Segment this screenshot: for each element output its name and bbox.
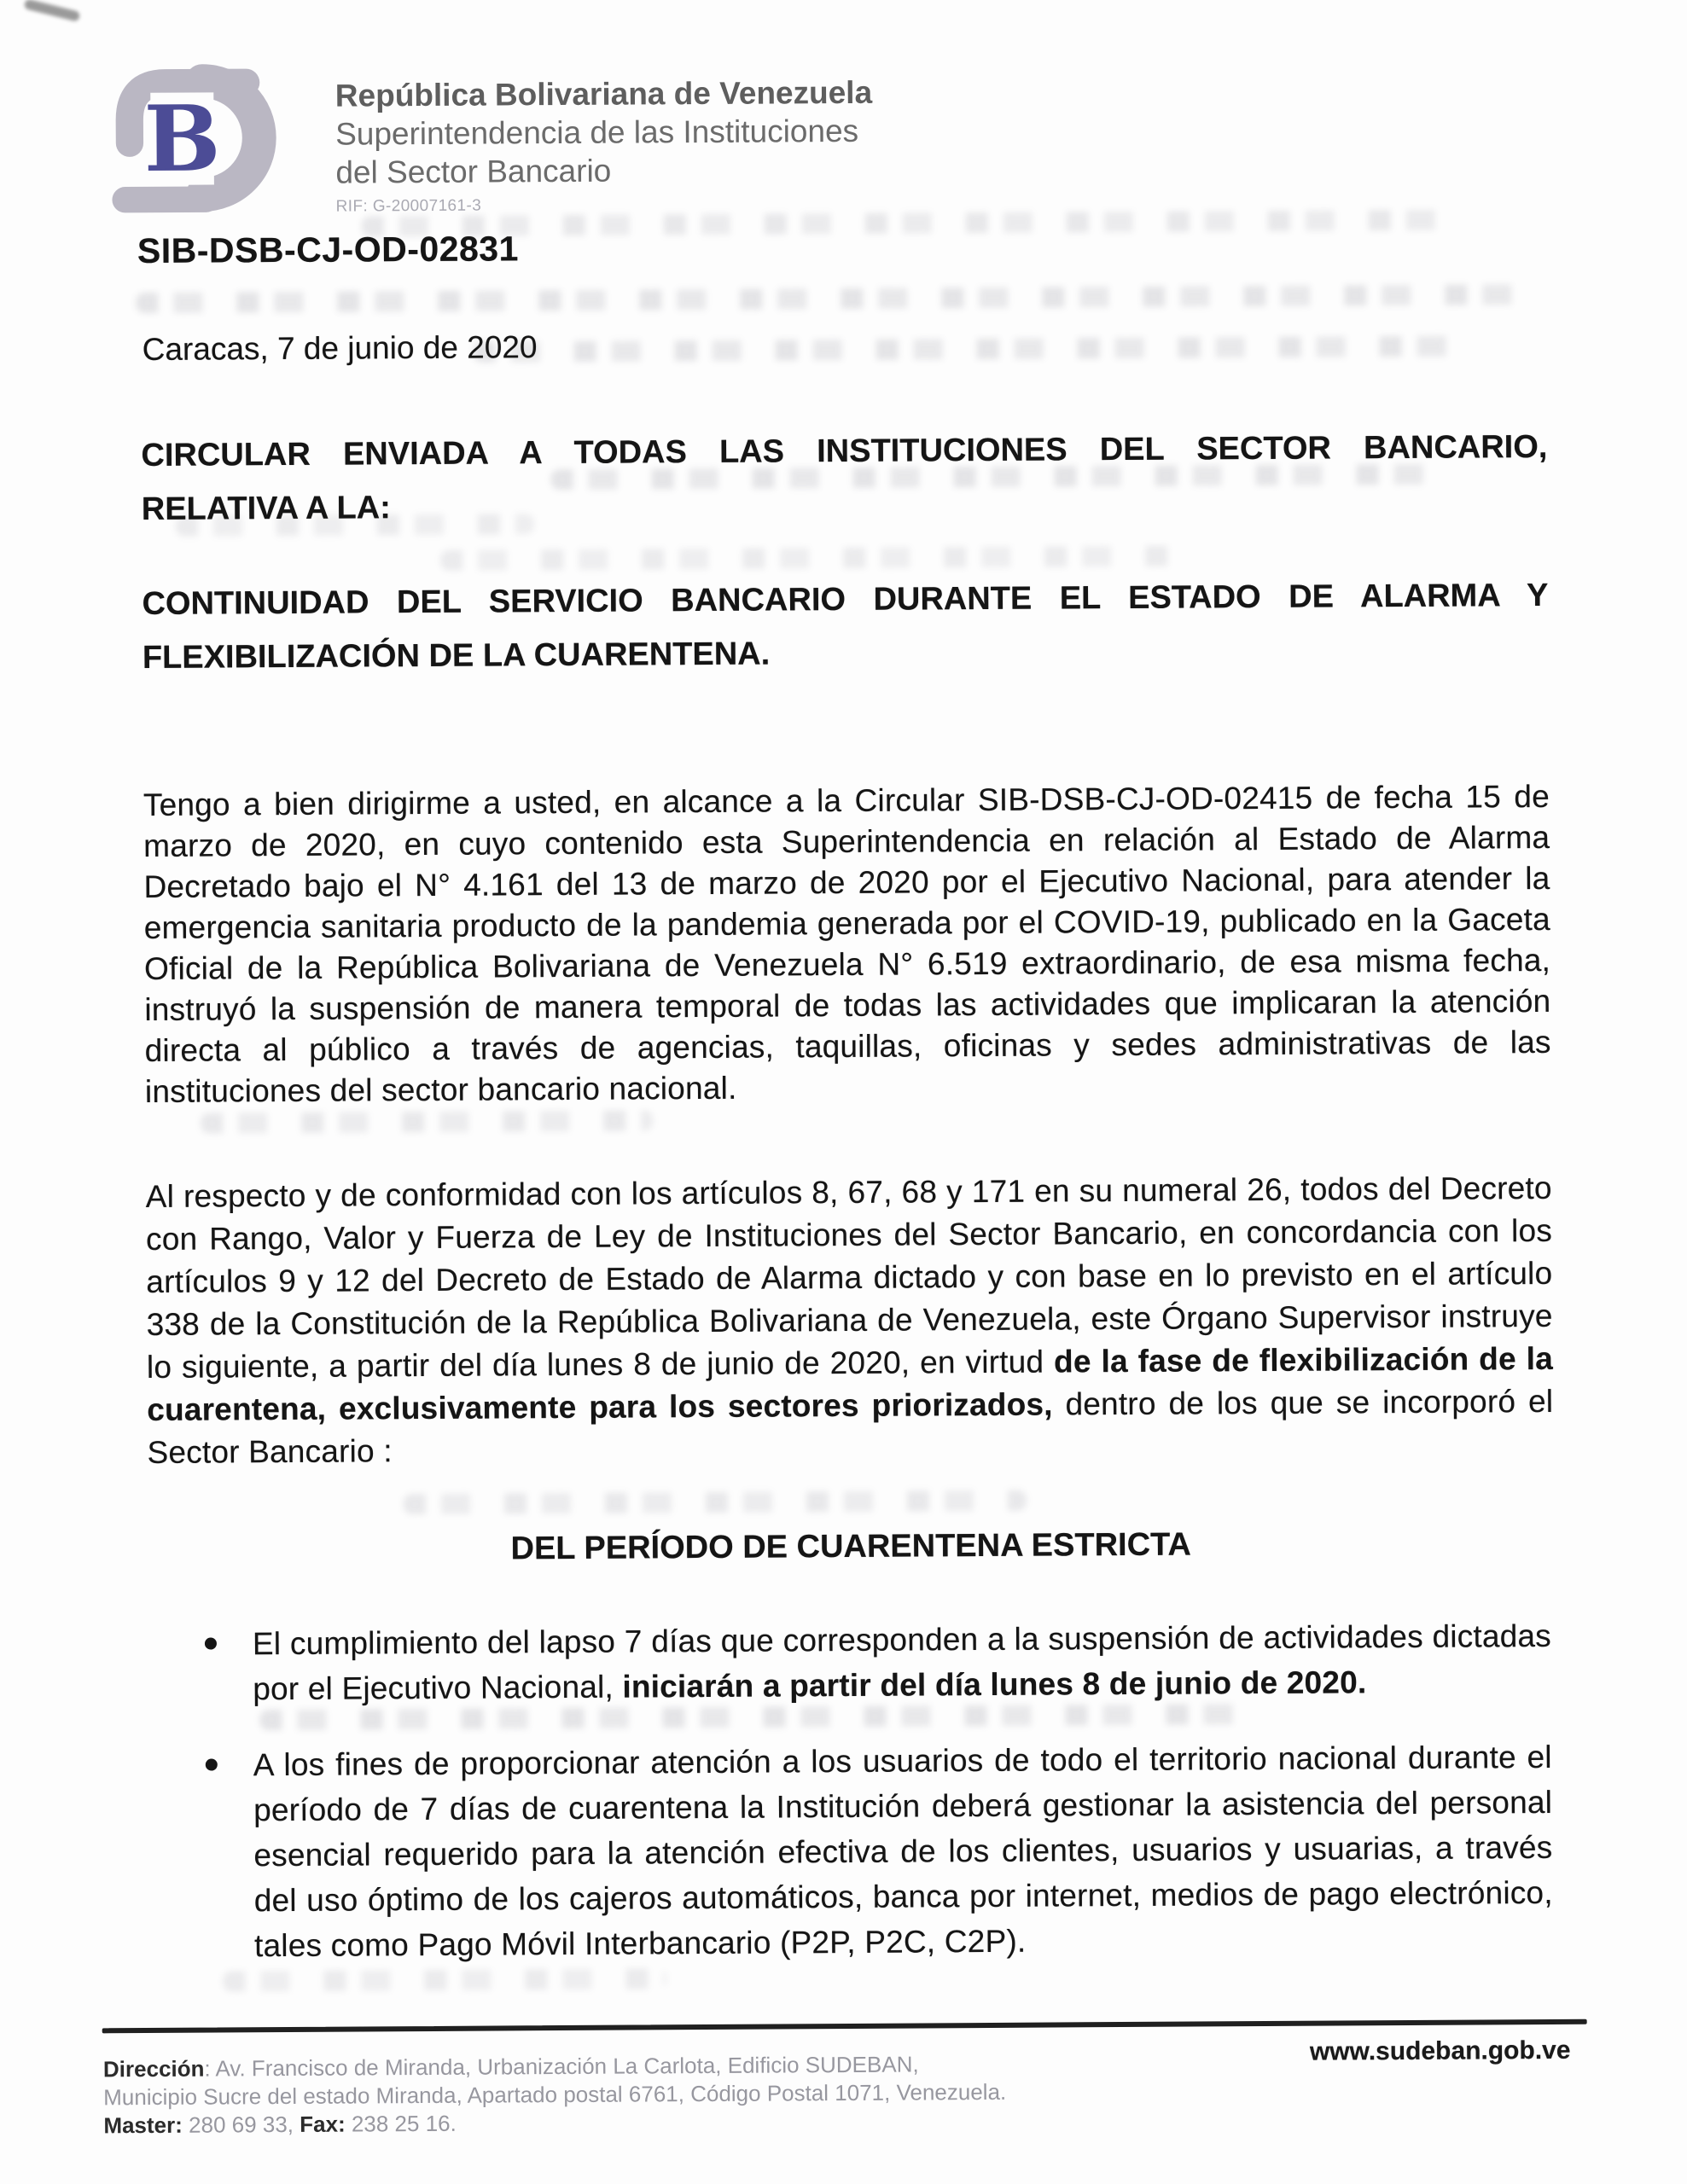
bleedthrough-artifact bbox=[404, 1490, 1027, 1514]
subject-2-line-1: CONTINUIDAD DEL SERVICIO BANCARIO DURANTE EL ESTADO DE ALARMA Y bbox=[142, 577, 1549, 623]
subject-heading-1 bbox=[141, 421, 1548, 537]
footer-divider bbox=[102, 2019, 1587, 2034]
sudeban-logo-icon bbox=[103, 58, 307, 218]
org-name-block bbox=[335, 55, 873, 217]
address-line-2: Municipio Sucre del estado Miranda, Apartado postal 6761, Código Postal 1071, Venezuela. bbox=[103, 2078, 1007, 2111]
phone-line bbox=[103, 2106, 1006, 2140]
master-label: Master: bbox=[103, 2111, 183, 2139]
subject-1-line-2: RELATIVA A LA: bbox=[141, 490, 391, 528]
address-line-1-text: : Av. Francisco de Miranda, Urbanización La Carlota, Edificio SUDEBAN, bbox=[204, 2051, 919, 2082]
bleedthrough-artifact bbox=[474, 335, 1472, 362]
bleedthrough-artifact bbox=[440, 546, 1174, 571]
org-name-line-1: Superintendencia de las Instituciones bbox=[335, 113, 859, 152]
logo-letter: B bbox=[143, 85, 221, 193]
bullet-1-text bbox=[253, 1613, 1552, 1711]
date-line: Caracas, 7 de junio de 2020 bbox=[142, 329, 538, 368]
body-paragraph-1: Tengo a bien dirigirme a usted, en alcance a la Circular SIB-DSB-CJ-OD-02415 de fecha 15 de marzo de 2020, en cuyo contenido esta Superintendencia en relación al Estado de Alarma Decretado bajo el N° 4.161 del 13 de marzo de 2020 por el Ejecutivo Nacional, para atender la emergencia sanitaria producto de la pandemia generada por el COVID-19, publicado en la Gaceta Oficial de la República Bolivariana de Venezuela N° 6.519 extraordinario, de esa misma fecha, instruyó la suspensión de manera temporal de todas las actividades que implicaran la atención directa al público a través de agencias, taquillas, oficinas y sedes administrativas de las instituciones del sector bancario nacional. bbox=[143, 778, 1551, 1109]
fax-number: 238 25 16. bbox=[345, 2110, 457, 2137]
bleedthrough-artifact bbox=[136, 284, 1527, 313]
bullet-item-1 bbox=[201, 1613, 1552, 1712]
subject-2-line-2: FLEXIBILIZACIÓN DE LA CUARENTENA. bbox=[142, 636, 771, 677]
body-paragraph-2 bbox=[146, 1167, 1554, 1474]
org-name-line-2: del Sector Bancario bbox=[335, 153, 612, 190]
subject-1-line-1: CIRCULAR ENVIADA A TODAS LAS INSTITUCIONES DEL SECTOR BANCARIO, bbox=[141, 428, 1548, 474]
org-rif: RIF: G-20007161-3 bbox=[335, 196, 482, 216]
paragraph-2-bold: de la fase de flexibilización de la cuarentena, exclusivamente para los sectores priorizados, bbox=[147, 1340, 1554, 1427]
paragraph-2-tail: dentro de los que se incorporó el Sector Bancario : bbox=[147, 1383, 1554, 1470]
bleedthrough-artifact bbox=[223, 1968, 666, 1991]
bullet-1-regular: El cumplimiento del lapso 7 días que corresponden a la suspensión de actividades dictadas por el Ejecutivo Nacional, bbox=[252, 1618, 1552, 1707]
section-heading: DEL PERÍODO DE CUARENTENA ESTRICTA bbox=[510, 1526, 1192, 1567]
fax-label: Fax: bbox=[300, 2111, 346, 2137]
org-header bbox=[103, 55, 873, 218]
bullet-marker-icon bbox=[205, 1637, 217, 1649]
footer-address-block bbox=[103, 2050, 1007, 2140]
bullet-marker-icon bbox=[206, 1758, 218, 1770]
address-label: Dirección bbox=[102, 2055, 205, 2082]
master-number: 280 69 33, bbox=[182, 2111, 300, 2138]
bleedthrough-artifact bbox=[201, 1110, 653, 1133]
footer-website: www.sudeban.gob.ve bbox=[1309, 2036, 1571, 2066]
org-country: República Bolivariana de Venezuela bbox=[334, 74, 873, 113]
paragraph-2-regular: Al respecto y de conformidad con los artículos 8, 67, 68 y 171 en su numeral 26, todos del Decreto con Rango, Valor y Fuerza de Ley de Instituciones del Sector Bancario, en concordancia con los artículos 9 y 12 del Decreto de Estado de Alarma dictado y con base en lo previsto en el artículo 338 de la Constitución de la República Bolivariana de Venezuela, este Órgano Supervisor instruye lo siguiente, a partir del día lunes 8 de junio de 2020, en virtud bbox=[145, 1170, 1553, 1385]
reference-number: SIB-DSB-CJ-OD-02831 bbox=[137, 229, 520, 271]
bullet-2-text: A los fines de proporcionar atención a los usuarios de todo el territorio nacional durante el período de 7 días de cuarentena la Institución deberá gestionar la asistencia del personal esencial requerido para la atención efectiva de los clientes, usuarios y usuarias, a través del uso óptimo de los cajeros automáticos, banca por internet, medios de pago electrónico, tales como Pago Móvil Interbancario (P2P, P2C, C2P). bbox=[253, 1739, 1553, 1964]
subject-heading-2 bbox=[142, 569, 1549, 685]
bullet-1-bold: iniciarán a partir del día lunes 8 de junio de 2020. bbox=[622, 1664, 1367, 1705]
bullet-item-2 bbox=[202, 1734, 1554, 1969]
